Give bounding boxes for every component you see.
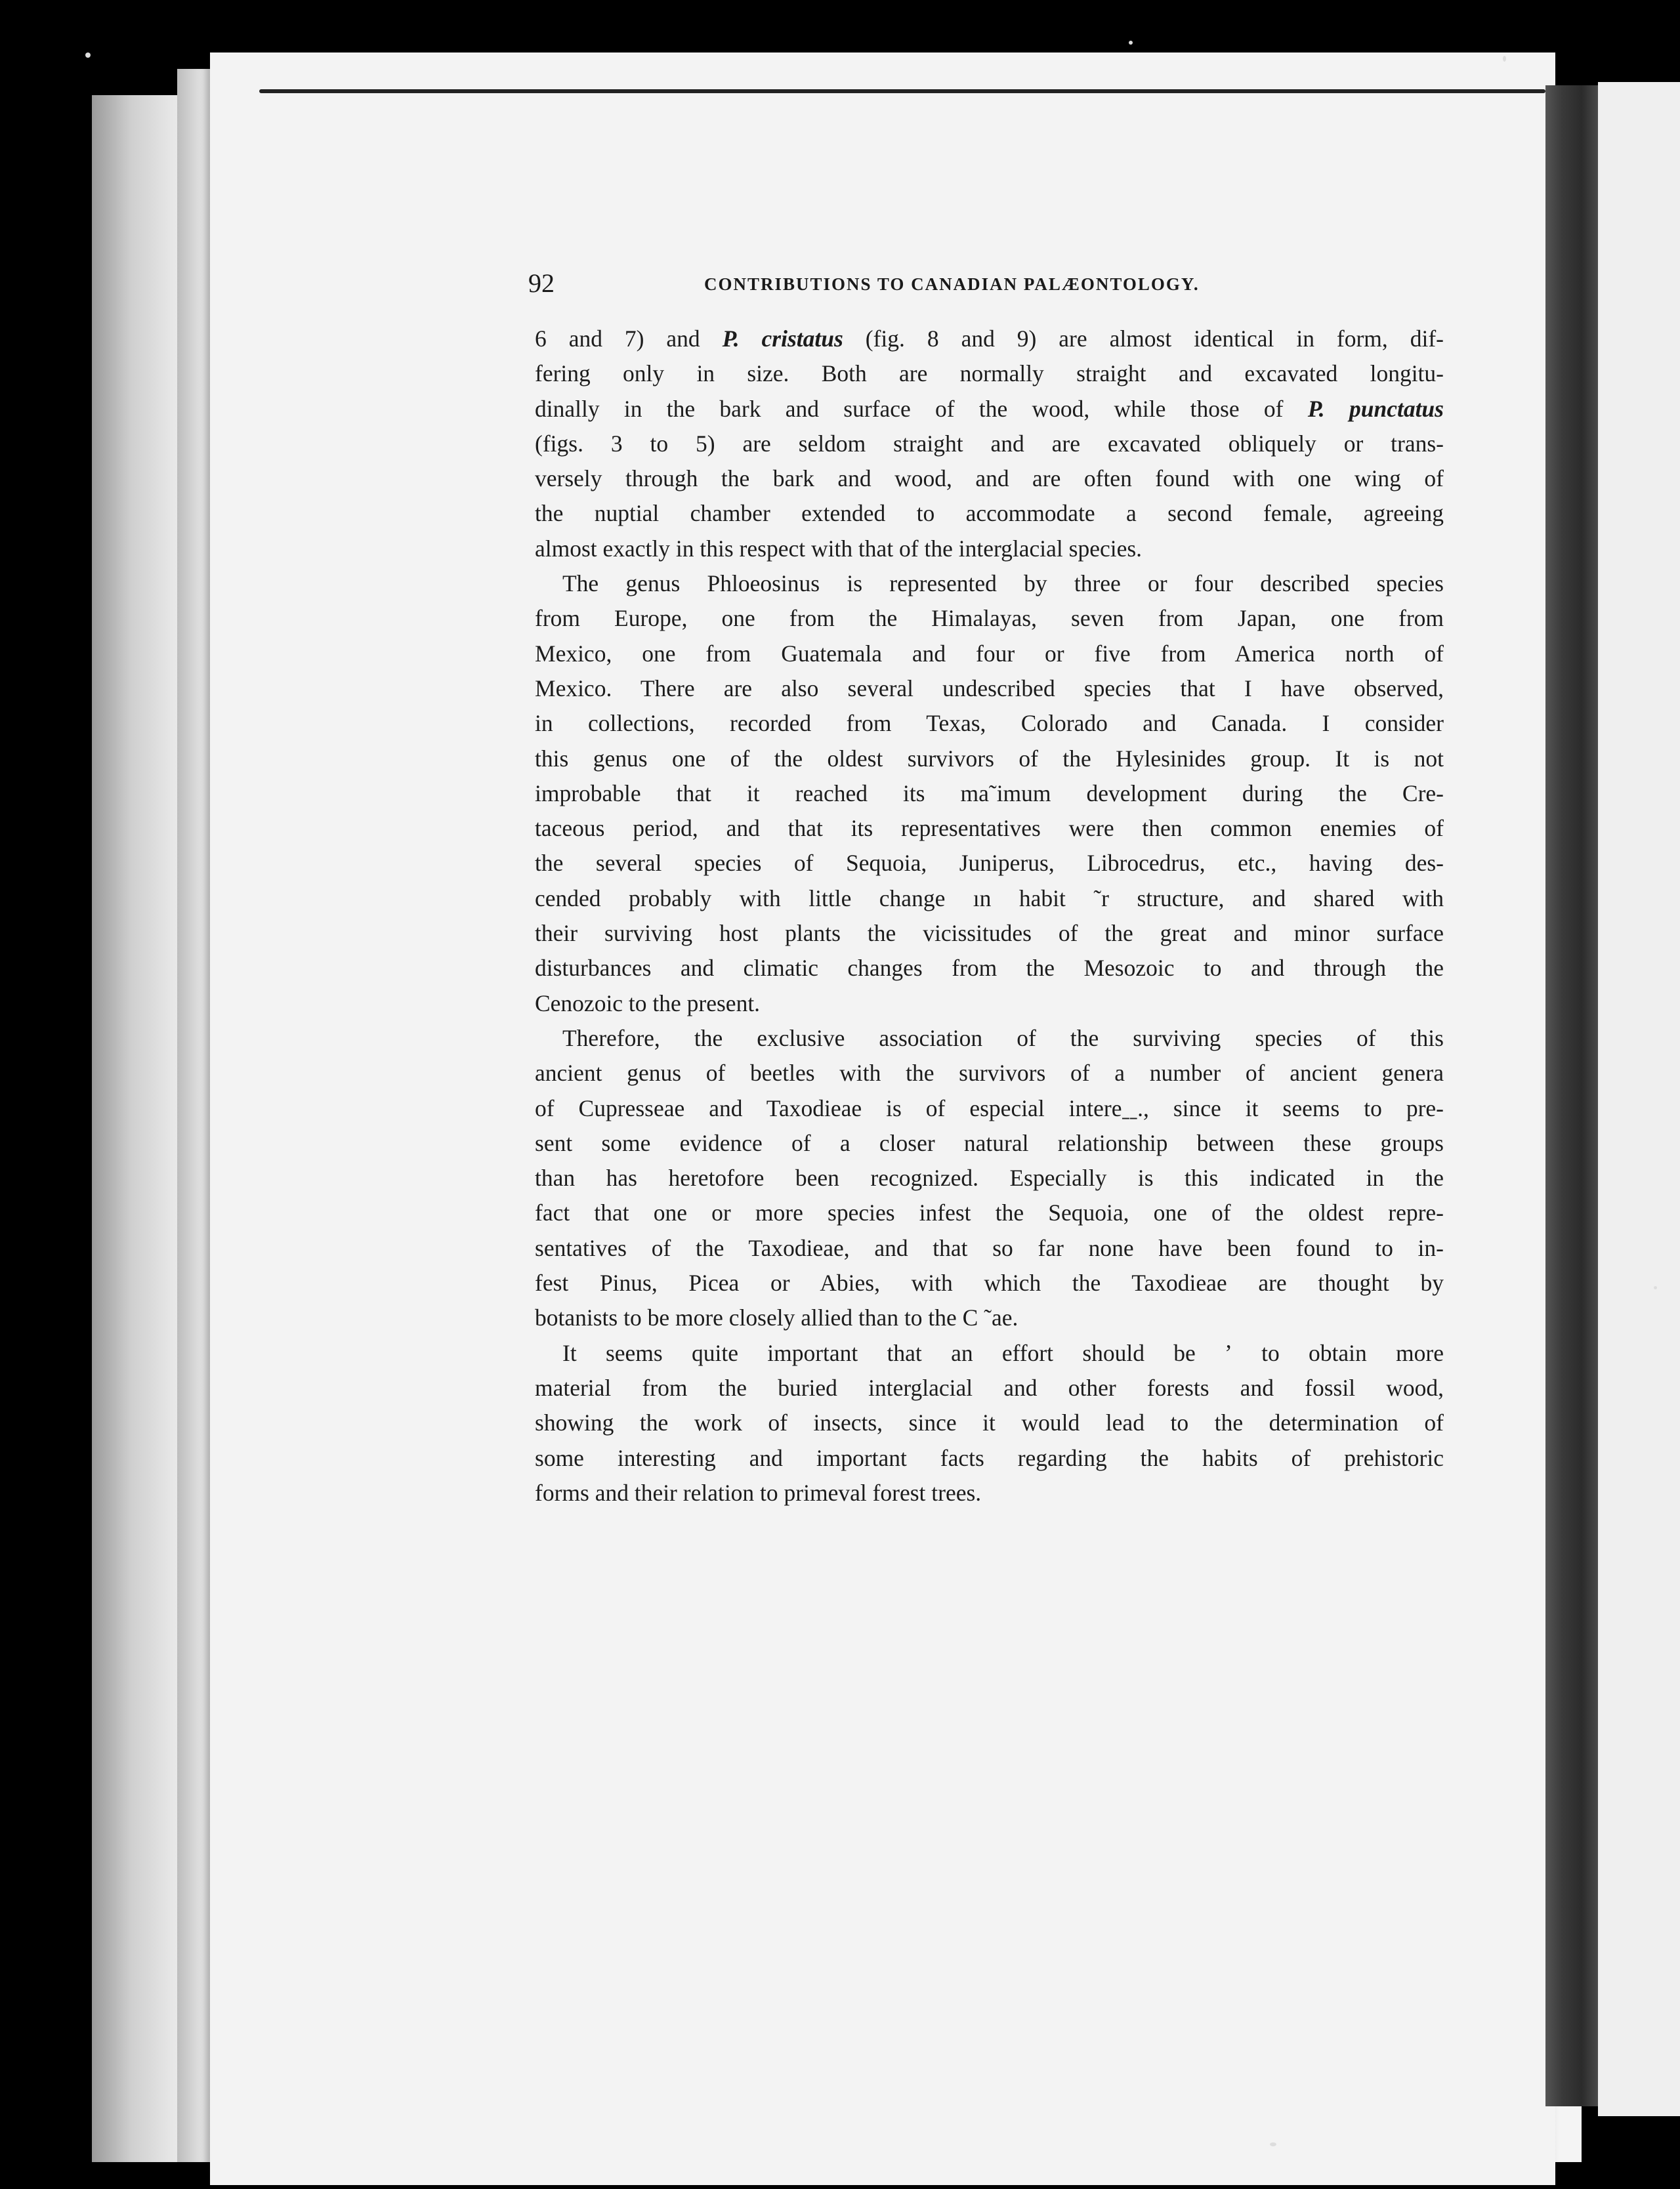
text-line: It seems quite important that an effort should be ʼ to obtain more xyxy=(562,1339,1444,1366)
dust-speck xyxy=(1129,41,1133,45)
paragraph xyxy=(535,1021,1444,1336)
page-header xyxy=(528,268,1263,301)
paragraph xyxy=(535,1336,1444,1511)
book-gutter xyxy=(1545,85,1598,2106)
paragraph xyxy=(535,322,1444,566)
italic-species-name: P. cristatus xyxy=(722,325,843,352)
text-line: cended probably with little change ın habit ˜r structure, and shared with xyxy=(535,885,1444,911)
text-line: of Cupresseae and Taxodieae is of especial intereˍˍ., since it seems to pre- xyxy=(535,1094,1444,1121)
text-line: (figs. 3 to 5) are seldom straight and are excavated obliquely or trans- xyxy=(535,430,1444,457)
text-line: from Europe, one from the Himalayas, seven from Japan, one from xyxy=(535,605,1444,632)
text-line: Mexico. There are also several undescribed species that I have observed, xyxy=(535,675,1444,701)
dust-speck xyxy=(85,52,91,58)
text-line: the several species of Sequoia, Juniperus, Librocedrus, etc., having des- xyxy=(535,850,1444,877)
text-line: dinally in the bark and surface of the wood, while those of P. punctatus xyxy=(535,395,1444,422)
text-line: fact that one or more species infest the Sequoia, one of the oldest repre- xyxy=(535,1199,1444,1226)
paragraph xyxy=(535,566,1444,1021)
text-line: their surviving host plants the vicissitudes of the great and minor surface xyxy=(535,920,1444,947)
text-line: sentatives of the Taxodieae, and that so far none have been found to in- xyxy=(535,1234,1444,1261)
facing-page-edge xyxy=(1598,82,1680,2116)
text-line: showing the work of insects, since it would lead to the determination of xyxy=(535,1409,1444,1436)
italic-species-name: P. punctatus xyxy=(1307,395,1444,422)
text-line: improbable that it reached its ma˜imum development during the Cre- xyxy=(535,780,1444,806)
text-line: this genus one of the oldest survivors of the Hylesinides group. It is not xyxy=(535,745,1444,772)
text-line: ancient genus of beetles with the survivors of a number of ancient genera xyxy=(535,1060,1444,1087)
text-line: fering only in size. Both are normally straight and excavated longitu- xyxy=(535,360,1444,387)
text-line: Therefore, the exclusive association of the surviving species of this xyxy=(562,1024,1444,1051)
text-line: the nuptial chamber extended to accommodate a second female, agreeing xyxy=(535,500,1444,527)
text-line: Mexico, one from Guatemala and four or five from America north of xyxy=(535,640,1444,667)
text-line: versely through the bark and wood, and are often found with one wing of xyxy=(535,465,1444,492)
text-line: Cenozoic to the present. xyxy=(535,990,761,1016)
text-line: disturbances and climatic changes from the Mesozoic to and through the xyxy=(535,955,1444,982)
text-line: almost exactly in this respect with that of the interglacial species. xyxy=(535,535,1143,562)
text-line: taceous period, and that its representatives were then common enemies of xyxy=(535,815,1444,842)
body-text xyxy=(535,322,1444,1511)
dust-speck xyxy=(1503,56,1506,62)
text-line: botanists to be more closely allied than to the C ˜ae. xyxy=(535,1304,1018,1331)
text-line: some interesting and important facts regarding the habits of prehistoric xyxy=(535,1444,1444,1471)
text-line: The genus Phloeosinus is represented by three or four described species xyxy=(562,570,1444,597)
text-line: forms and their relation to primeval forest trees. xyxy=(535,1479,982,1506)
page-number: 92 xyxy=(528,268,555,298)
text-line: in collections, recorded from Texas, Colorado and Canada. I consider xyxy=(535,710,1444,737)
page-top-rule xyxy=(259,89,1545,93)
text-line: 6 and 7) and P. cristatus (fig. 8 and 9) are almost identical in form, dif- xyxy=(535,325,1444,352)
text-line: than has heretofore been recognized. Especially is this indicated in the xyxy=(535,1165,1444,1192)
text-line: fest Pinus, Picea or Abies, with which the Taxodieae are thought by xyxy=(535,1270,1444,1297)
running-head: CONTRIBUTIONS TO CANADIAN PALÆONTOLOGY. xyxy=(704,274,1200,294)
text-line: material from the buried interglacial and other forests and fossil wood, xyxy=(535,1374,1444,1401)
dust-speck xyxy=(1654,1286,1657,1289)
text-line: sent some evidence of a closer natural relationship between these groups xyxy=(535,1129,1444,1156)
dust-speck xyxy=(1270,2142,1276,2146)
